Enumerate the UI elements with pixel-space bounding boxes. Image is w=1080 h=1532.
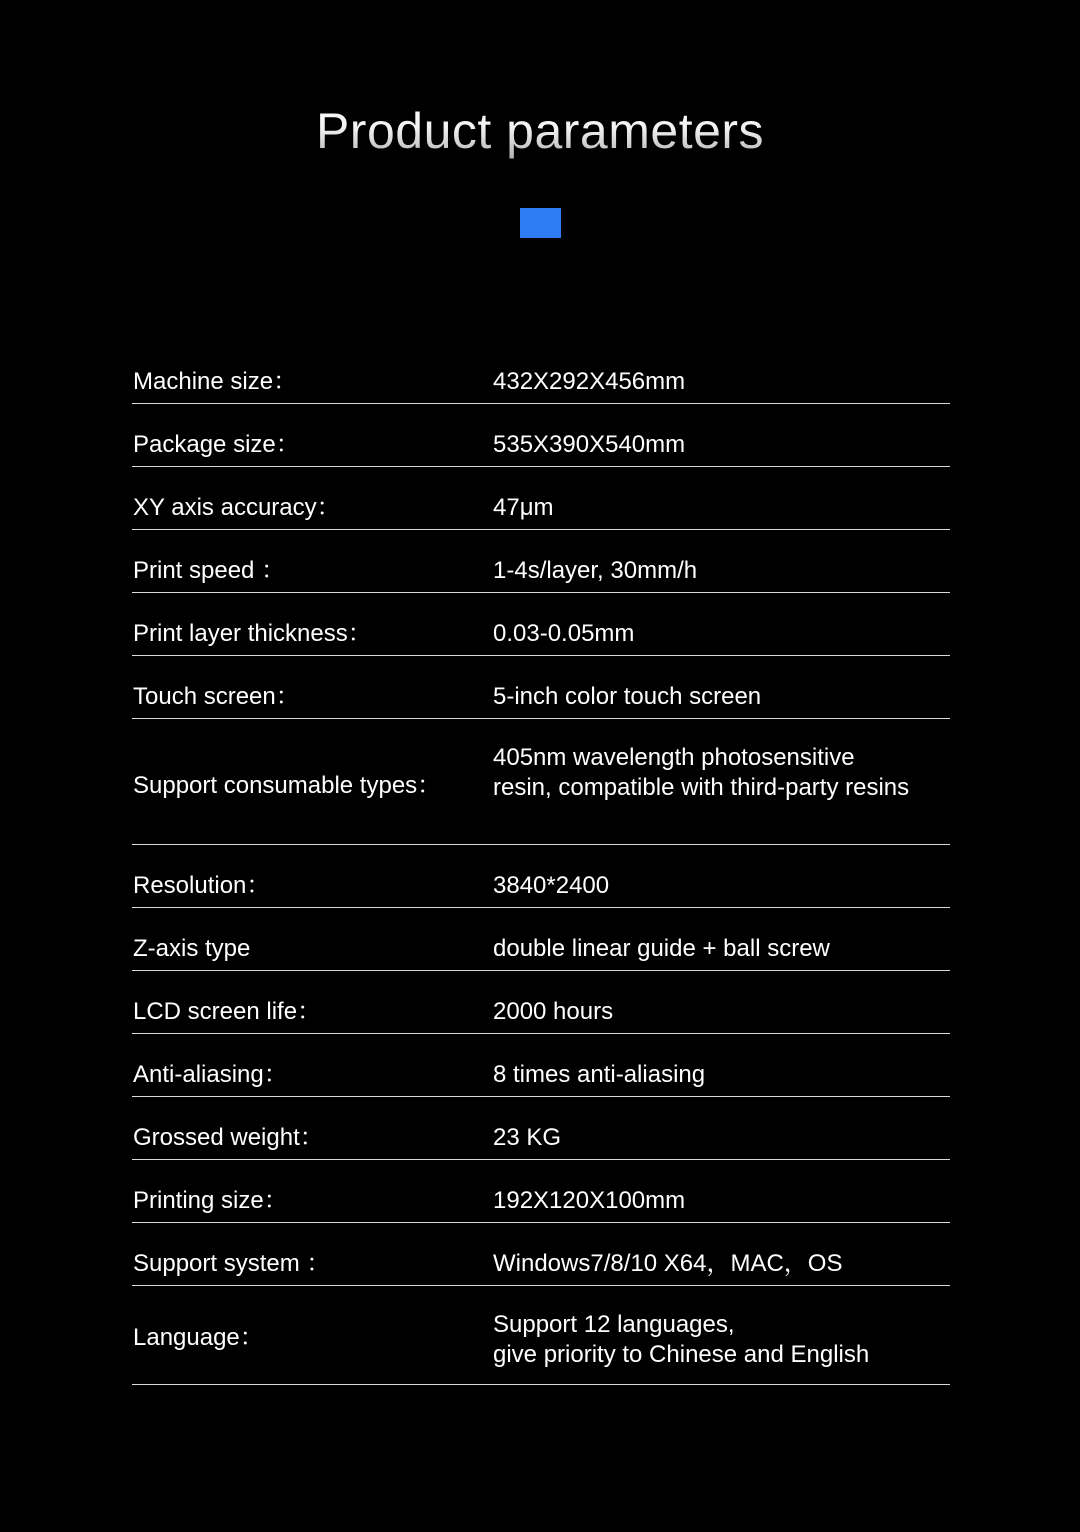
- spec-row-grossed-weight: [132, 1097, 950, 1160]
- spec-value-line: resin, compatible with third-party resins: [493, 774, 910, 801]
- spec-label: Printing size：: [133, 1187, 288, 1214]
- spec-row-machine-size: [132, 341, 950, 404]
- spec-row-touch-screen: [132, 656, 950, 719]
- spec-value: Windows7/8/10 X64，MAC，OS: [493, 1250, 843, 1277]
- spec-table: [132, 341, 950, 1385]
- spec-value: 1-4s/layer, 30mm/h: [493, 557, 698, 584]
- spec-value: 3840*2400: [493, 872, 610, 899]
- spec-label: Z-axis type: [133, 935, 251, 962]
- spec-value: 8 times anti-aliasing: [493, 1061, 706, 1088]
- spec-value: 432X292X456mm: [493, 368, 686, 395]
- spec-value-line: 405nm wavelength photosensitive: [493, 744, 855, 771]
- spec-label: Anti-aliasing：: [133, 1061, 288, 1088]
- spec-value: 535X390X540mm: [493, 431, 686, 458]
- spec-row-print-speed: [132, 530, 950, 593]
- spec-value: 23 KG: [493, 1124, 562, 1151]
- spec-row-print-layer-thickness: [132, 593, 950, 656]
- spec-label: Support system ：: [133, 1250, 331, 1277]
- accent-block: [520, 208, 561, 238]
- spec-value: [493, 1310, 943, 1370]
- spec-row-package-size: [132, 404, 950, 467]
- spec-value: [493, 743, 943, 803]
- spec-row-anti-aliasing: [132, 1034, 950, 1097]
- spec-row-printing-size: [132, 1160, 950, 1223]
- page-title: Product parameters: [0, 100, 1080, 162]
- spec-value: 192X120X100mm: [493, 1187, 686, 1214]
- spec-row-lcd-screen-life: [132, 971, 950, 1034]
- spec-label: LCD screen life：: [133, 998, 322, 1025]
- spec-value: 5-inch color touch screen: [493, 683, 762, 710]
- spec-value: 0.03-0.05mm: [493, 620, 635, 647]
- spec-label: Language：: [133, 1324, 264, 1351]
- spec-label: Print layer thickness：: [133, 620, 372, 647]
- spec-row-support-system: [132, 1223, 950, 1286]
- spec-row-language: [132, 1286, 950, 1385]
- spec-label: Touch screen：: [133, 683, 300, 710]
- spec-row-resolution: [132, 845, 950, 908]
- spec-label: Print speed ：: [133, 557, 286, 584]
- spec-value: double linear guide + ball screw: [493, 935, 830, 962]
- spec-row-z-axis-type: [132, 908, 950, 971]
- spec-label: XY axis accuracy：: [133, 494, 341, 521]
- spec-label: Machine size：: [133, 368, 298, 395]
- spec-label: Resolution：: [133, 872, 271, 899]
- spec-value-line: give priority to Chinese and English: [493, 1341, 870, 1368]
- spec-row-support-consumable-types: [132, 719, 950, 845]
- spec-value: 47μm: [493, 494, 554, 521]
- spec-row-xy-axis-accuracy: [132, 467, 950, 530]
- spec-label: Package size：: [133, 431, 300, 458]
- spec-label: Grossed weight：: [133, 1124, 324, 1151]
- spec-label: Support consumable types：: [133, 772, 442, 799]
- spec-value: 2000 hours: [493, 998, 614, 1025]
- spec-value-line: Support 12 languages,: [493, 1311, 735, 1338]
